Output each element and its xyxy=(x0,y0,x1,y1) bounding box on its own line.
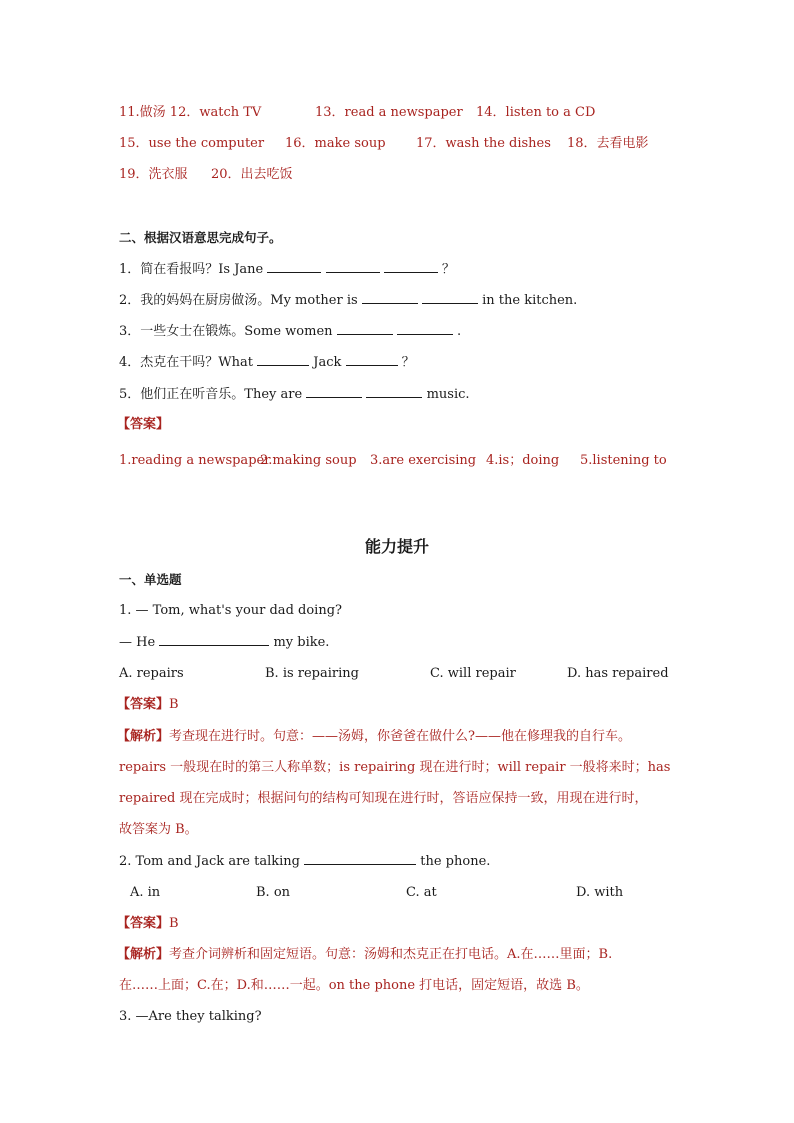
sentence-item-2: 2．我的妈妈在厨房做汤。My mother is in the kitchen. xyxy=(119,293,578,308)
sentence-item-5: 5．他们正在听音乐。They are music. xyxy=(119,387,470,402)
question-1-stem: 1. — Tom, what's your dad doing? xyxy=(119,603,342,618)
vocab-item-14: 14．listen to a CD xyxy=(476,105,596,120)
vocab-item-16: 16．make soup xyxy=(285,136,386,151)
section-heading: 一、单选题 xyxy=(119,572,182,587)
vocab-item-18: 18．去看电影 xyxy=(567,136,649,151)
answer-blank[interactable] xyxy=(267,260,321,273)
answer-blank[interactable] xyxy=(397,322,453,335)
option-b[interactable]: B. on xyxy=(256,885,291,900)
option-a[interactable]: A. repairs xyxy=(119,666,184,681)
vocab-item-15: 15．use the computer xyxy=(119,136,265,151)
option-d[interactable]: D. with xyxy=(576,885,624,900)
vocab-item-11-12: 11.做汤 12．watch TV xyxy=(119,105,262,120)
explanation-line: 在……上面；C.在；D.和……一起。on the phone 打电话，固定短语，故选 B。 xyxy=(119,978,589,993)
answer-blank[interactable] xyxy=(159,633,269,646)
answer-blank[interactable] xyxy=(326,260,380,273)
question-2-stem: 2. Tom and Jack are talking the phone. xyxy=(119,854,491,869)
question-1-explanation: 【解析】考查现在进行时。句意：——汤姆，你爸爸在做什么?——他在修理我的自行车。 xyxy=(117,729,631,744)
answer-blank[interactable] xyxy=(366,385,422,398)
option-c[interactable]: C. at xyxy=(406,885,437,900)
answer-blank[interactable] xyxy=(346,353,398,366)
vocab-item-20: 20．出去吃饭 xyxy=(211,167,293,182)
section-title: 能力提升 xyxy=(364,537,429,556)
vocab-item-13: 13．read a newspaper xyxy=(315,105,463,120)
answer-4: 4.is；doing xyxy=(486,453,560,468)
option-b[interactable]: B. is repairing xyxy=(265,666,359,681)
explanation-line: repaired 现在完成时；根据问句的结构可知现在进行时，答语应保持一致，用现在进行时， xyxy=(119,791,648,806)
answer-blank[interactable] xyxy=(306,385,362,398)
option-d[interactable]: D. has repaired xyxy=(567,666,669,681)
answer-blank[interactable] xyxy=(257,353,309,366)
answer-3: 3.are exercising xyxy=(370,453,477,468)
answer-2: 2.making soup xyxy=(260,453,357,468)
answer-blank[interactable] xyxy=(304,852,416,865)
answer-1: 1.reading a newspaper xyxy=(119,453,271,468)
question-2-answer: 【答案】B xyxy=(117,916,179,931)
answer-blank[interactable] xyxy=(362,291,418,304)
explanation-line: repairs 一般现在时的第三人称单数；is repairing 现在进行时；will repair 一般将来时；has xyxy=(119,760,671,775)
explanation-line: 故答案为 B。 xyxy=(119,822,198,837)
question-3-stem: 3. —Are they talking? xyxy=(119,1009,262,1024)
vocab-item-17: 17．wash the dishes xyxy=(416,136,551,151)
answer-5: 5.listening to xyxy=(580,453,667,468)
sentence-item-3: 3．一些女士在锻炼。Some women . xyxy=(119,324,462,339)
question-1-line: — He my bike. xyxy=(119,635,330,650)
option-c[interactable]: C. will repair xyxy=(430,666,516,681)
option-a[interactable]: A. in xyxy=(130,885,161,900)
sentence-item-1: 1．简在看报吗？Is Jane ？ xyxy=(119,262,455,277)
sentence-item-4: 4．杰克在干吗？What Jack ？ xyxy=(119,355,415,370)
answer-blank[interactable] xyxy=(384,260,438,273)
question-1-answer: 【答案】B xyxy=(117,697,179,712)
answer-blank[interactable] xyxy=(422,291,478,304)
vocab-item-19: 19．洗衣服 xyxy=(119,167,188,182)
answer-tag: 【答案】 xyxy=(117,417,170,432)
question-2-explanation: 【解析】考查介词辨析和固定短语。句意：汤姆和杰克正在打电话。A.在……里面；B. xyxy=(117,947,613,962)
section-heading: 二、根据汉语意思完成句子。 xyxy=(119,230,282,245)
answer-blank[interactable] xyxy=(337,322,393,335)
